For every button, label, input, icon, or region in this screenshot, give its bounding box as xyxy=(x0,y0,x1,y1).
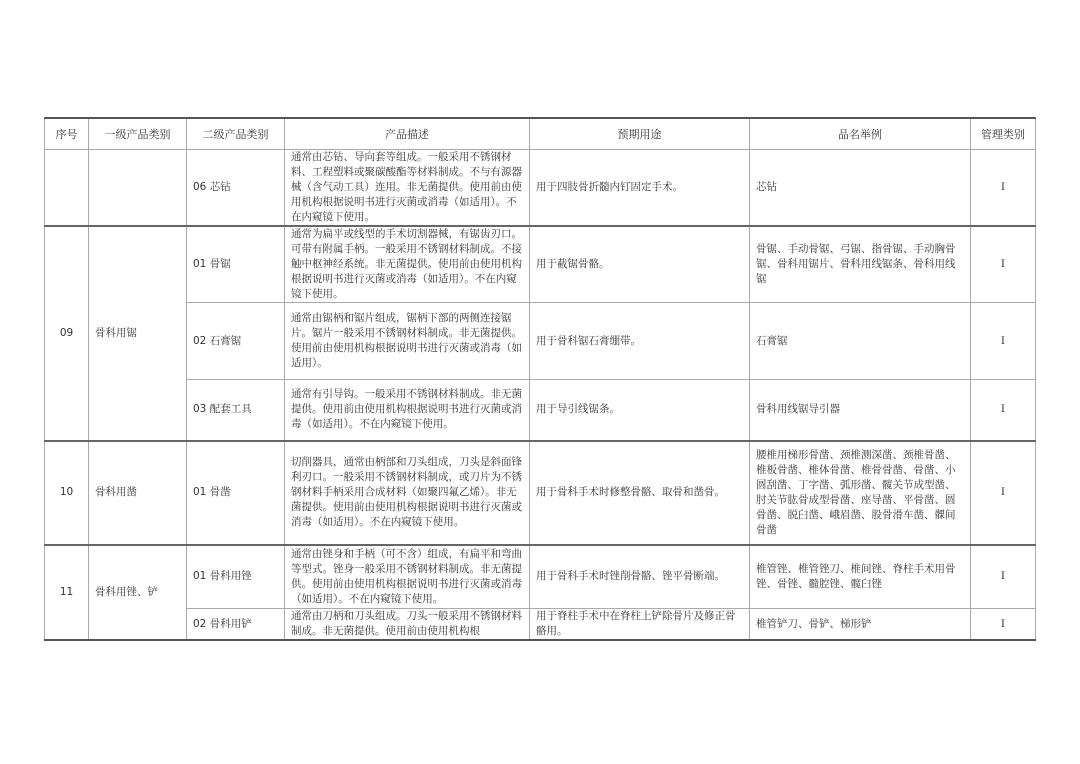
header-use: 预期用途 xyxy=(530,118,750,150)
cell-class: I xyxy=(971,303,1036,380)
table-row xyxy=(45,150,1036,227)
cell-examples: 芯钻 xyxy=(750,150,971,227)
header-examples: 品名举例 xyxy=(750,118,971,150)
cell-use: 用于导引线锯条。 xyxy=(530,380,750,441)
cell-sub: 01 骨凿 xyxy=(187,441,285,545)
cell-sub: 06 芯钻 xyxy=(187,150,285,227)
cell-desc: 通常为扁平或线型的手术切割器械，有锯齿刃口。可带有附属手柄。一般采用不锈钢材料制成。不接触中枢神经系统。非无菌提供。使用前由使用机构根据说明书进行灭菌或消毒（如适用）。不在内窥镜下使用。 xyxy=(285,226,530,303)
cell-examples: 石膏锯 xyxy=(750,303,971,380)
cell-no: 10 xyxy=(45,441,89,545)
cell-desc: 通常由锯柄和锯片组成，锯柄下部的两侧连接锯片。锯片一般采用不锈钢材料制成。非无菌提供。使用前由使用机构根据说明书进行灭菌或消毒（如适用）。 xyxy=(285,303,530,380)
cell-use: 用于四肢骨折髓内钉固定手术。 xyxy=(530,150,750,227)
cell-use: 用于骨科手术时修整骨骼、取骨和凿骨。 xyxy=(530,441,750,545)
cell-examples: 腰椎用梯形骨凿、颈椎测深凿、颈椎骨凿、椎板骨凿、椎体骨凿、椎骨骨凿、骨凿、小圆刮凿、丁字凿、弧形凿、髋关节成型凿、肘关节肱骨成型骨凿、座导凿、平骨凿、圆骨凿、脱臼凿、峨眉凿、股骨滑车凿、髁间骨凿 xyxy=(750,441,971,545)
cell-class: I xyxy=(971,441,1036,545)
cell-class: I xyxy=(971,226,1036,303)
table-row xyxy=(45,303,1036,380)
cell-no xyxy=(45,150,89,227)
cell-cat1: 骨科用凿 xyxy=(89,441,187,545)
cell-desc: 通常由刀柄和刀头组成。刀头一般采用不锈钢材料制成。非无菌提供。使用前由使用机构根 xyxy=(285,609,530,641)
header-no: 序号 xyxy=(45,118,89,150)
cell-class: I xyxy=(971,609,1036,641)
cell-use: 用于骨科手术时锉削骨骼、锉平骨断端。 xyxy=(530,545,750,609)
table-row xyxy=(45,609,1036,641)
cell-sub: 01 骨科用锉 xyxy=(187,545,285,609)
cell-cat1 xyxy=(89,150,187,227)
product-classification-table xyxy=(44,117,1036,641)
cell-no: 09 xyxy=(45,226,89,441)
header-cat1: 一级产品类别 xyxy=(89,118,187,150)
cell-class: I xyxy=(971,545,1036,609)
cell-cat1: 骨科用锯 xyxy=(89,226,187,441)
cell-examples: 骨科用线锯导引器 xyxy=(750,380,971,441)
cell-sub: 02 石膏锯 xyxy=(187,303,285,380)
cell-class: I xyxy=(971,150,1036,227)
table-row xyxy=(45,545,1036,609)
table-row xyxy=(45,380,1036,441)
cell-use: 用于骨科锯石膏绷带。 xyxy=(530,303,750,380)
cell-use: 用于脊柱手术中在脊柱上铲除骨片及修正骨骼用。 xyxy=(530,609,750,641)
header-cat2: 二级产品类别 xyxy=(187,118,285,150)
cell-sub: 03 配套工具 xyxy=(187,380,285,441)
cell-use: 用于截锯骨骼。 xyxy=(530,226,750,303)
cell-sub: 01 骨锯 xyxy=(187,226,285,303)
cell-examples: 椎管锉、椎管锉刀、椎间锉、脊柱手术用骨锉、骨锉、髓腔锉、髋臼锉 xyxy=(750,545,971,609)
header-class: 管理类别 xyxy=(971,118,1036,150)
cell-desc: 通常由芯钻、导向套等组成。一般采用不锈钢材料、工程塑料或聚碳酸酯等材料制成。不与有源器械（含气动工具）连用。非无菌提供。使用前由使用机构根据说明书进行灭菌或消毒（如适用）。不在内窥镜下使用。 xyxy=(285,150,530,227)
cell-cat1: 骨科用锉、铲 xyxy=(89,545,187,641)
table-header-row xyxy=(45,118,1036,150)
table-row xyxy=(45,226,1036,303)
cell-examples: 椎管铲刀、骨铲、梯形铲 xyxy=(750,609,971,641)
cell-desc: 通常有引导钩。一般采用不锈钢材料制成。非无菌提供。使用前由使用机构根据说明书进行灭菌或消毒（如适用）。不在内窥镜下使用。 xyxy=(285,380,530,441)
cell-no: 11 xyxy=(45,545,89,641)
header-desc: 产品描述 xyxy=(285,118,530,150)
cell-desc: 切削器具，通常由柄部和刀头组成，刀头是斜面锋利刃口。一般采用不锈钢材料制成，或刀片为不锈钢材料手柄采用合成材料（如聚四氟乙烯）。非无菌提供。使用前由使用机构根据说明书进行灭菌或消毒（如适用）。不在内窥镜下使用。 xyxy=(285,441,530,545)
cell-class: I xyxy=(971,380,1036,441)
cell-sub: 02 骨科用铲 xyxy=(187,609,285,641)
cell-examples: 骨锯、手动骨锯、弓锯、指骨锯、手动胸骨锯、骨科用锯片、骨科用线锯条、骨科用线锯 xyxy=(750,226,971,303)
table-row xyxy=(45,441,1036,545)
cell-desc: 通常由锉身和手柄（可不含）组成，有扁平和弯曲等型式。锉身一般采用不锈钢材料制成。非无菌提供。使用前由使用机构根据说明书进行灭菌或消毒（如适用）。不在内窥镜下使用。 xyxy=(285,545,530,609)
